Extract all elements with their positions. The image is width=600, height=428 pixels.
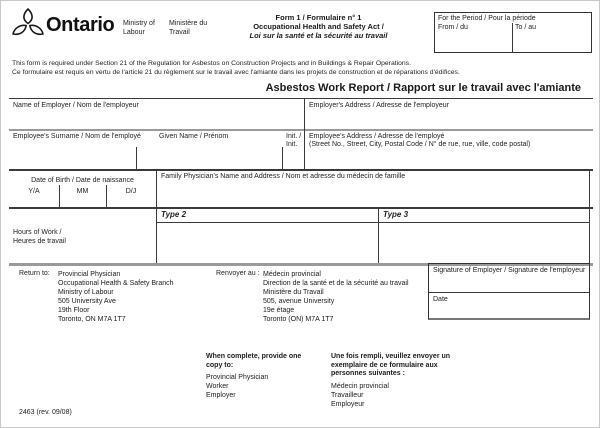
period-from-label: From / du bbox=[438, 24, 468, 31]
type2-type3-divider bbox=[378, 208, 379, 263]
employee-address-label: Employee's Address / Adresse de l'employé bbox=[309, 133, 445, 140]
return-to-label: Return to: bbox=[19, 270, 50, 277]
addr-line: Toronto, ON M7A 1T7 bbox=[58, 316, 126, 323]
return-address-en bbox=[58, 270, 174, 324]
return-address-fr bbox=[263, 270, 409, 324]
type-header-underline bbox=[156, 222, 589, 223]
addr-line: Direction de la santé et de la sécurité au travail bbox=[263, 280, 409, 287]
period-from-field[interactable] bbox=[437, 32, 510, 51]
act-title-fr: Loi sur la santé et la sécurité au travail bbox=[249, 31, 388, 40]
family-physician-label: Family Physician's Name and Address / Nom et adresse du médecin de famille bbox=[161, 173, 406, 180]
signature-box bbox=[428, 263, 590, 320]
period-label: For the Period / Pour la période bbox=[438, 15, 536, 22]
employer-name-label: Name of Employer / Nom de l'employeur bbox=[13, 102, 139, 109]
dob-col-dj: D/J bbox=[125, 188, 137, 195]
employer-address-label: Employer's Address / Adresse de l'employeur bbox=[309, 102, 450, 109]
row1-separator bbox=[9, 129, 593, 131]
renvoyer-au-label: Renvoyer au : bbox=[216, 270, 260, 277]
distribution-item: Médecin provincial bbox=[331, 383, 389, 390]
distribution-item: Provincial Physician bbox=[206, 374, 269, 381]
employee-surname-label: Employee's Surname / Nom de l'employé bbox=[13, 133, 141, 140]
employer-signature-field[interactable] bbox=[431, 275, 587, 291]
given-name-field[interactable] bbox=[138, 149, 280, 168]
dob-day-field[interactable] bbox=[108, 196, 154, 206]
form-number-title: Form 1 / Formulaire n° 1 bbox=[275, 13, 362, 22]
signature-date-divider bbox=[429, 292, 589, 293]
table-right-border bbox=[589, 169, 590, 263]
ontario-trillium-logo bbox=[10, 7, 46, 41]
employee-address-sublabel: (Street No., Street, City, Postal Code / N° de rue, rue, ville, code postal) bbox=[309, 141, 531, 148]
ministere-du-travail-label: Ministère du Travail bbox=[169, 20, 208, 36]
addr-line: Ministry of Labour bbox=[58, 289, 114, 296]
addr-line: Provincial Physician bbox=[58, 271, 121, 278]
address-column-divider bbox=[304, 98, 305, 169]
addr-line: Ministère du Travail bbox=[263, 289, 324, 296]
given-name-label: Given Name / Prénom bbox=[159, 133, 229, 140]
employer-name-field[interactable] bbox=[10, 111, 302, 128]
init-label-2: Init. bbox=[286, 141, 298, 148]
dob-month-field[interactable] bbox=[61, 196, 105, 206]
distribution-item: Worker bbox=[206, 383, 229, 390]
distribution-heading-fr: Une fois rempli, veuillez envoyer un exemplaire de ce formulaire aux personnes suivantes : bbox=[331, 353, 451, 377]
addr-line: Occupational Health & Safety Branch bbox=[58, 280, 174, 287]
dob-label: Date of Birth / Date de naissance bbox=[31, 177, 134, 184]
addr-line: Médecin provincial bbox=[263, 271, 321, 278]
distribution-heading-en: When complete, provide one copy to: bbox=[206, 353, 302, 369]
addr-line: 19th Floor bbox=[58, 307, 90, 314]
surname-givenname-divider bbox=[136, 147, 137, 169]
distribution-list-fr bbox=[331, 382, 389, 409]
type2-hours-field[interactable] bbox=[158, 224, 377, 262]
employee-surname-field[interactable] bbox=[10, 149, 135, 168]
family-physician-field[interactable] bbox=[158, 183, 587, 206]
distribution-item: Travailleur bbox=[331, 392, 364, 399]
intro-line-en: This form is required under Section 21 of the Regulation for Asbestos on Construction Projects and in Buildings & Repair Operations. bbox=[12, 60, 411, 67]
addr-line: 19e étage bbox=[263, 307, 295, 314]
distribution-item: Employeur bbox=[331, 401, 365, 408]
signature-date-field[interactable] bbox=[431, 304, 587, 318]
type3-hours-field[interactable] bbox=[380, 224, 588, 262]
row2-separator bbox=[9, 169, 593, 171]
page-title: Asbestos Work Report / Rapport sur le travail avec l'amiante bbox=[265, 82, 581, 94]
init-label: Init. / bbox=[286, 133, 302, 140]
signature-of-employer-label: Signature of Employer / Signature de l'employeur bbox=[433, 267, 586, 274]
distribution-list-en bbox=[206, 373, 268, 400]
period-box bbox=[434, 12, 592, 53]
period-to-field[interactable] bbox=[514, 32, 590, 51]
addr-line: 505, avenue University bbox=[263, 298, 335, 305]
employer-address-field[interactable] bbox=[306, 111, 591, 128]
addr-line: 505 University Ave bbox=[58, 298, 116, 305]
dob-col-mm: MM bbox=[76, 188, 89, 195]
intro-line-fr: Ce formulaire est requis en vertu de l'article 21 du règlement sur le travail avec l'amiante dans les projets de construction et de réparations d'édifices. bbox=[12, 69, 460, 76]
dob-col-ya: Y/A bbox=[28, 188, 40, 195]
period-to-label: To / au bbox=[515, 24, 537, 31]
init-field[interactable] bbox=[284, 149, 303, 168]
type2-header: Type 2 bbox=[161, 210, 187, 219]
type3-header: Type 3 bbox=[383, 210, 409, 219]
left-column-divider bbox=[156, 169, 157, 263]
row3-separator bbox=[9, 207, 593, 209]
hours-of-work-label: Hours of Work / bbox=[13, 229, 62, 236]
ontario-wordmark: Ontario bbox=[46, 14, 115, 36]
hours-of-work-label-fr: Heures de travail bbox=[13, 238, 66, 245]
date-label: Date bbox=[433, 296, 448, 303]
form-revision-number: 2463 (rev. 09/08) bbox=[19, 409, 72, 416]
table-top-border bbox=[9, 98, 593, 99]
ministry-of-labour-label: Ministry of Labour bbox=[123, 20, 155, 36]
distribution-item: Employer bbox=[206, 392, 236, 399]
period-divider bbox=[512, 23, 513, 52]
dob-year-field[interactable] bbox=[10, 196, 58, 206]
addr-line: Toronto (ON) M7A 1T7 bbox=[263, 316, 334, 323]
act-title-en: Occupational Health and Safety Act / bbox=[253, 22, 384, 31]
givenname-init-divider bbox=[282, 147, 283, 169]
employee-address-field[interactable] bbox=[306, 151, 591, 168]
